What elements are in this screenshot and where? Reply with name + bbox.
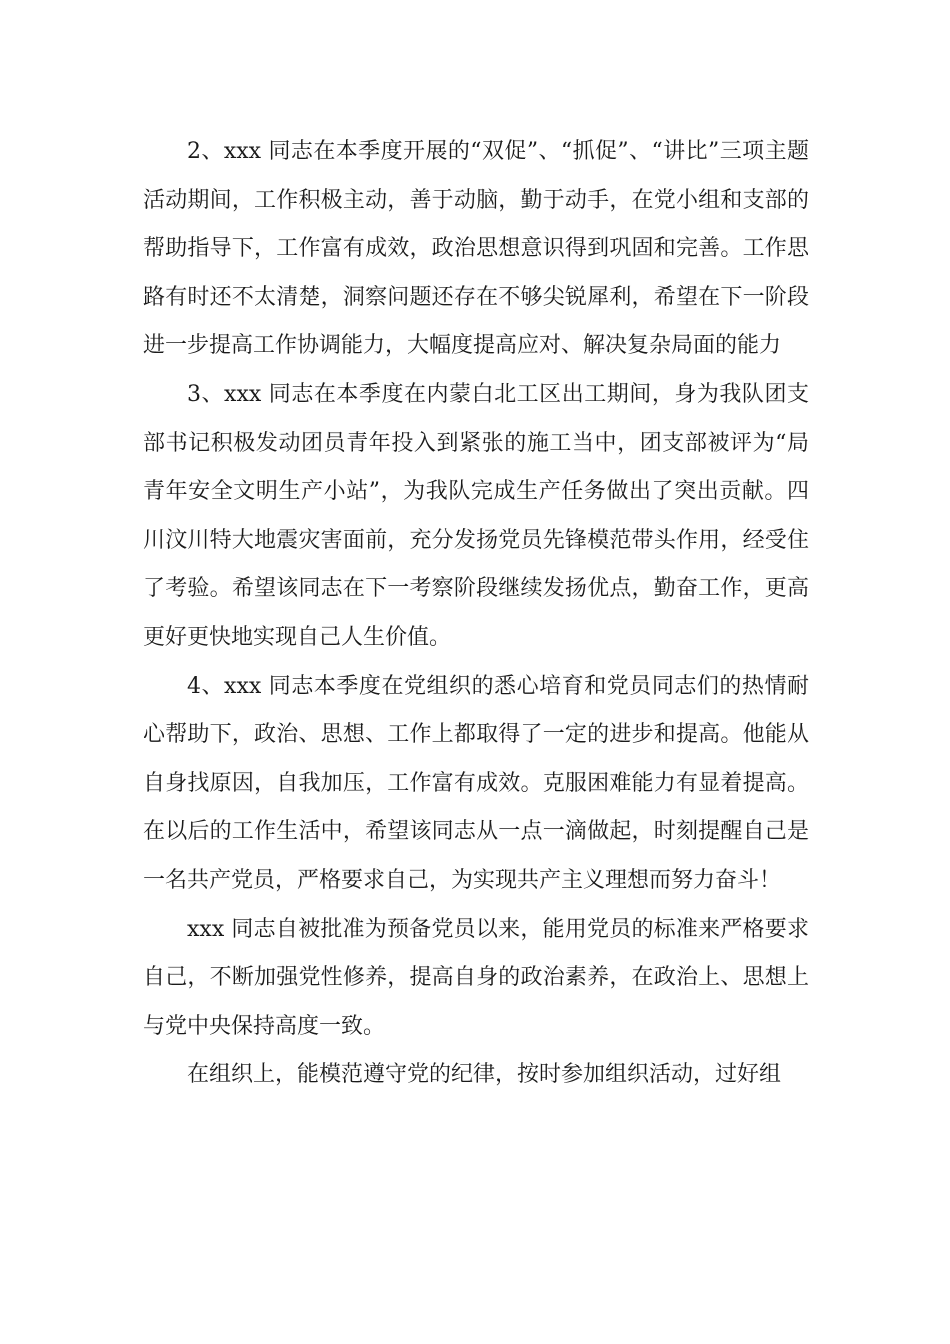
paragraph-organization: 在组织上，能模范遵守党的纪律，按时参加组织活动，过好组 <box>187 1062 782 1088</box>
paragraph-4: 4、xxx 同志本季度在党组织的悉心培育和党员同志们的热情耐心帮助下，政治、思想、工作上都取得了一定的进步和提高。他能从自身找原因，自我加压，工作富有成效。克服困难能力有显着提高。在以后的工作生活中，希望该同志从一点一滴做起，时刻提醒自己是一名共产党员，严格要求自己，为实现共产主义理想而努力奋斗！ <box>143 673 809 893</box>
paragraph-probationary-member: xxx 同志自被批准为预备党员以来，能用党员的标准来严格要求自己，不断加强党性修养，提高自身的政治素养，在政治上、思想上与党中央保持高度一致。 <box>143 916 809 1039</box>
paragraph-3: 3、xxx 同志在本季度在内蒙白北工区出工期间，身为我队团支部书记积极发动团员青年投入到紧张的施工当中，团支部被评为“局青年安全文明生产小站”，为我队完成生产任务做出了突出贡献。四川汶川特大地震灾害面前，充分发扬党员先锋模范带头作用，经受住了考验。希望该同志在下一考察阶段继续发扬优点，勤奋工作，更高更好更快地实现自己人生价值。 <box>143 381 809 650</box>
paragraph-2: 2、xxx 同志在本季度开展的“双促”、“抓促”、“讲比”三项主题活动期间，工作积极主动，善于动脑，勤于动手，在党小组和支部的帮助指导下，工作富有成效，政治思想意识得到巩固和完善。工作思路有时还不太清楚，洞察问题还存在不够尖锐犀利，希望在下一阶段进一步提高工作协调能力，大幅度提高应对、解决复杂局面的能力 <box>143 139 809 359</box>
document-body <box>143 128 809 1100</box>
